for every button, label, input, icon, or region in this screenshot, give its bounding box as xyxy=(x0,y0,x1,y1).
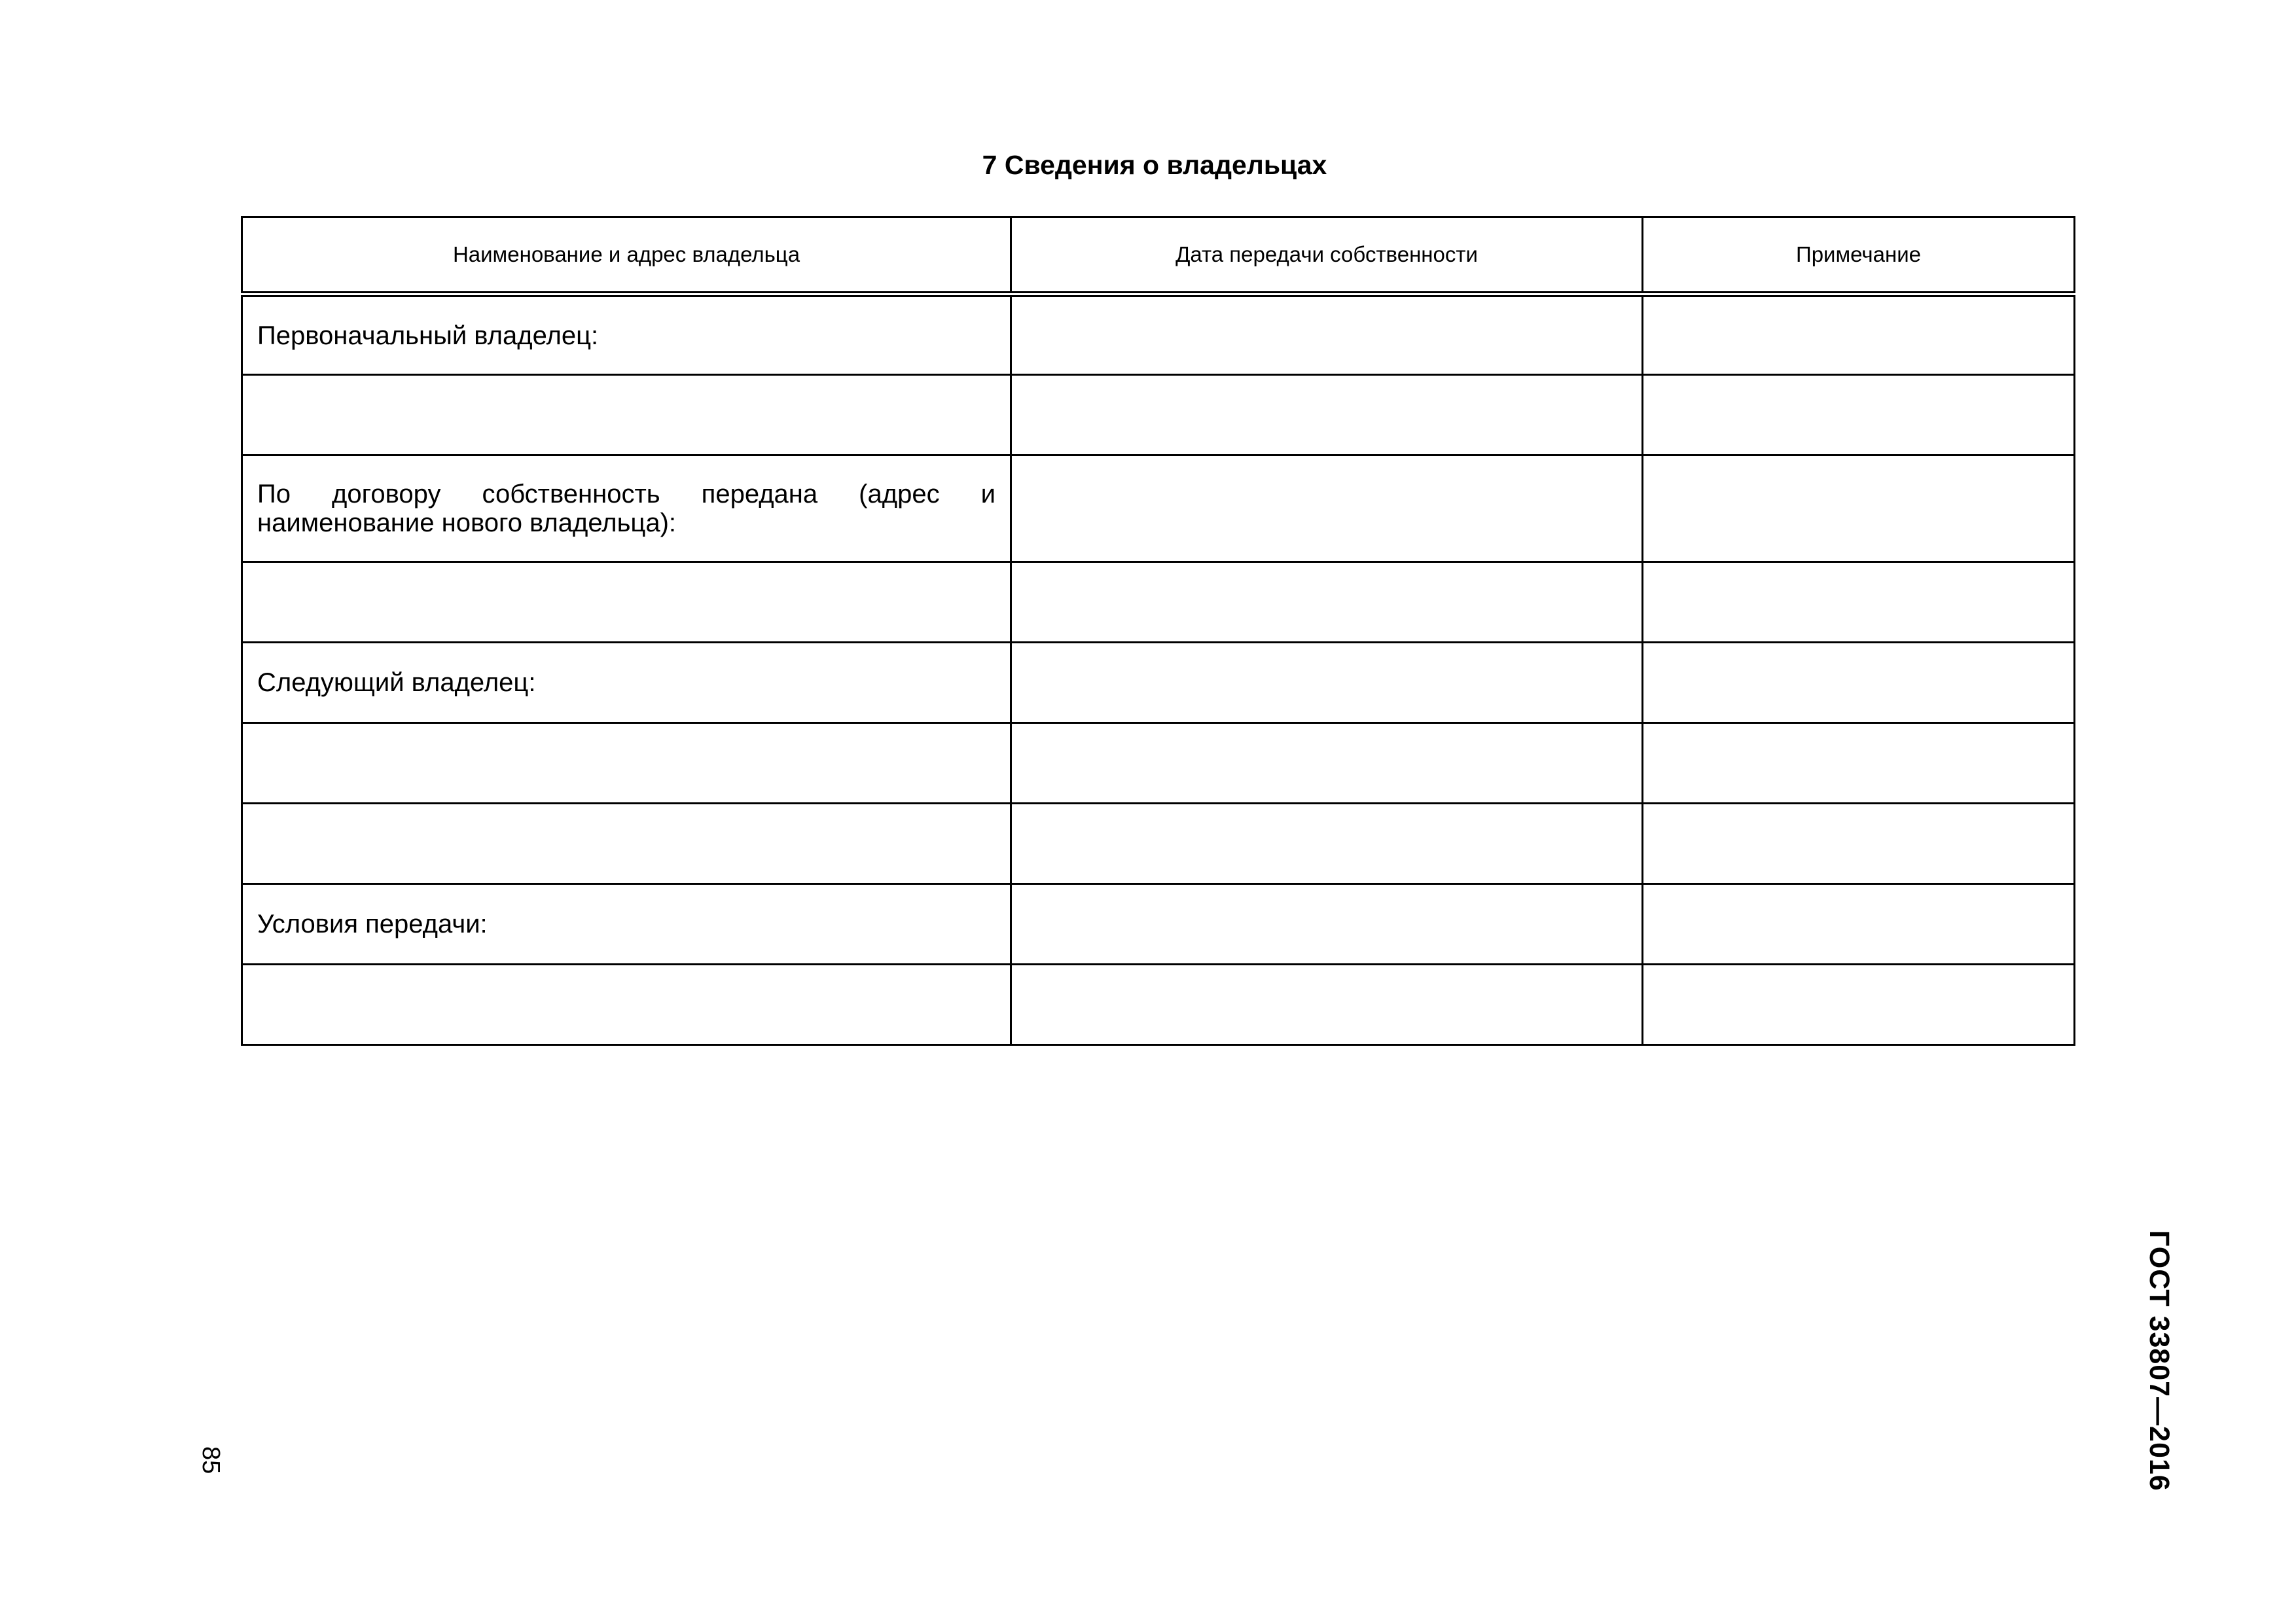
owners-table xyxy=(241,216,2075,1046)
cell-owner xyxy=(242,804,1011,884)
cell-owner: Условия передачи: xyxy=(242,884,1011,965)
table-row xyxy=(242,294,2075,375)
table-header-row xyxy=(242,217,2075,294)
cell-date xyxy=(1011,884,1643,965)
header-transfer-date: Дата передачи собственности xyxy=(1011,217,1643,294)
cell-owner xyxy=(242,723,1011,804)
standard-code: ГОСТ 33807—2016 xyxy=(2144,1230,2175,1491)
table-row xyxy=(242,562,2075,643)
table-row xyxy=(242,884,2075,965)
table-row xyxy=(242,455,2075,562)
cell-date xyxy=(1011,562,1643,643)
cell-owner: По договору собственность передана (адрес и наименование нового владельца): xyxy=(242,455,1011,562)
cell-note xyxy=(1643,375,2075,455)
cell-note xyxy=(1643,804,2075,884)
table-row xyxy=(242,804,2075,884)
cell-date xyxy=(1011,804,1643,884)
cell-date xyxy=(1011,375,1643,455)
cell-note xyxy=(1643,562,2075,643)
header-note: Примечание xyxy=(1643,217,2075,294)
cell-note xyxy=(1643,455,2075,562)
table-row xyxy=(242,643,2075,723)
header-owner-name-address: Наименование и адрес владельца xyxy=(242,217,1011,294)
cell-date xyxy=(1011,455,1643,562)
cell-note xyxy=(1643,294,2075,375)
table-row xyxy=(242,375,2075,455)
cell-owner xyxy=(242,965,1011,1045)
cell-owner: Первоначальный владелец: xyxy=(242,294,1011,375)
cell-date xyxy=(1011,643,1643,723)
table-row xyxy=(242,723,2075,804)
cell-owner xyxy=(242,375,1011,455)
cell-owner: Следующий владелец: xyxy=(242,643,1011,723)
cell-date xyxy=(1011,294,1643,375)
page-number: 85 xyxy=(197,1446,224,1474)
cell-date xyxy=(1011,723,1643,804)
section-title: 7 Сведения о владельцах xyxy=(982,150,1327,180)
cell-note xyxy=(1643,965,2075,1045)
cell-note xyxy=(1643,884,2075,965)
cell-note xyxy=(1643,723,2075,804)
table-row xyxy=(242,965,2075,1045)
cell-date xyxy=(1011,965,1643,1045)
cell-owner xyxy=(242,562,1011,643)
cell-note xyxy=(1643,643,2075,723)
